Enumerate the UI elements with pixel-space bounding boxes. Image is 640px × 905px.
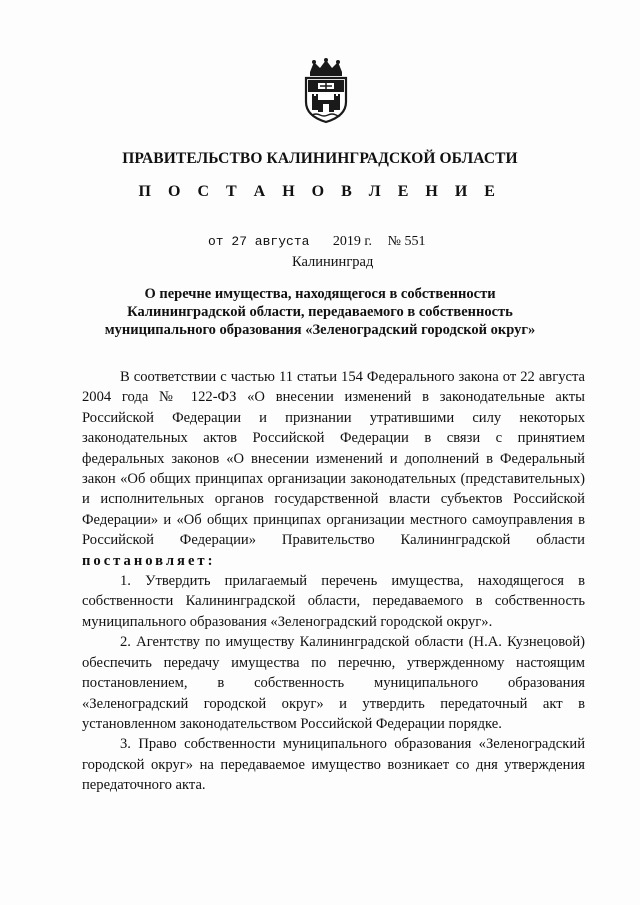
document-year: 2019 г. <box>332 234 372 249</box>
subject-line: муниципального образования «Зеленоградский городской округ» <box>104 322 536 338</box>
resolves-word: постановляет: <box>82 552 216 569</box>
subject-line: О перечне имущества, находящегося в собственности <box>144 286 496 302</box>
city: Калининград <box>292 254 374 270</box>
date-number-line <box>208 234 425 250</box>
preamble-text: В соответствии с частью 11 статьи 154 Федерального закона от 22 августа 2004 года № 122-ФЗ «О внесении изменений в законодательные акты Российской Федерации и признании утратившими силу некоторых законодательных актов Российской Федерации в связи с принятием федеральных законов «О внесении изменений и дополнений в Федеральный закон «Об общих принципах организации законодательных (представительных) и исполнительных органов государственной власти субъектов Российской Федерации» и «Об общих принципах организации местного самоуправления в Российской Федерации» Правительство Калининградской области <box>82 369 585 549</box>
government-title: ПРАВИТЕЛЬСТВО КАЛИНИНГРАДСКОЙ ОБЛАСТИ <box>122 150 518 167</box>
item-2-paragraph: 2. Агентству по имуществу Калининградской области (Н.А. Кузнецовой) обеспечить передачу имущества по перечню, утвержденному настоящим постановлением, в собственность муниципального образования «Зеленоградский городской округ» и утвердить передаточный акт в установленном законодательством Российской Федерации порядке. <box>82 634 585 732</box>
document-type: П О С Т А Н О В Л Е Н И Е <box>138 183 502 200</box>
preamble-paragraph <box>82 367 585 571</box>
document-date: от 27 августа <box>208 234 310 249</box>
document-body <box>82 367 585 796</box>
document-number: № 551 <box>387 234 426 249</box>
item-1-paragraph: 1. Утвердить прилагаемый перечень имущества, находящегося в собственности Калининградской области, передаваемого в собственность муниципального образования «Зеленоградский городской округ». <box>82 573 585 630</box>
item-3-paragraph: 3. Право собственности муниципального образования «Зеленоградский городской округ» на передаваемое имущество возникает со дня утверждения передаточного акта. <box>82 736 585 794</box>
subject-line: Калининградской области, передаваемого в собственность <box>127 304 513 320</box>
document-subject <box>0 285 640 339</box>
coat-of-arms-icon <box>300 58 352 124</box>
